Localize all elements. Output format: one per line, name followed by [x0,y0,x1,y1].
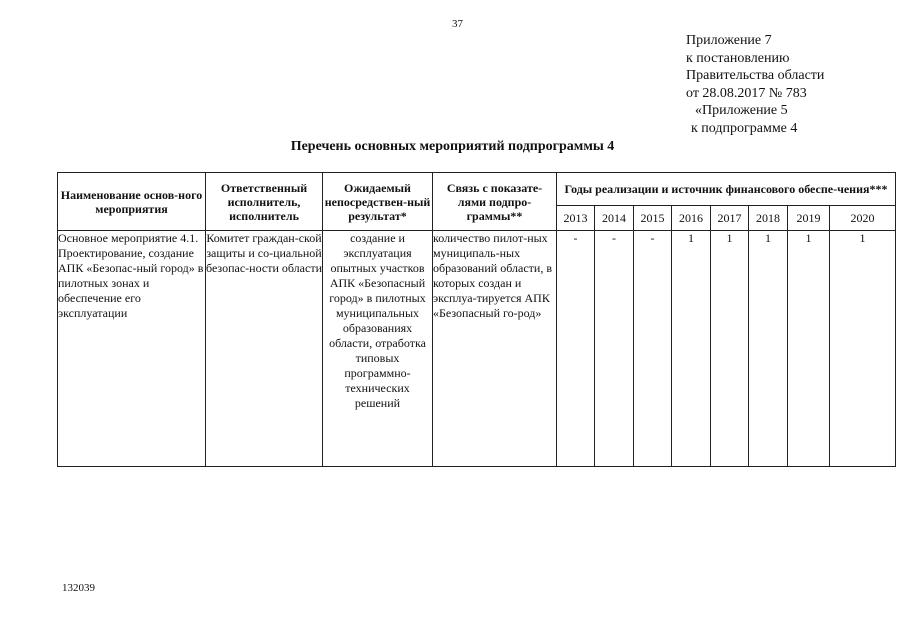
appendix-note [686,32,824,137]
year-header: 2019 [788,206,830,231]
header-executor: Ответственный исполнитель, исполнитель [206,173,323,231]
header-measure-name: Наименование основ-ного мероприятия [58,173,206,231]
year-header: 2017 [711,206,749,231]
year-header: 2014 [595,206,634,231]
cell-year-mark: 1 [830,231,896,467]
year-header: 2016 [672,206,711,231]
cell-year-mark: - [634,231,672,467]
appendix-line-1: Приложение 7 [686,33,772,48]
document-code: 132039 [62,582,95,594]
appendix-line-6: к подпрограмме 4 [691,120,798,136]
year-header: 2018 [749,206,788,231]
cell-measure-name: Основное мероприятие 4.1. Проектирование, создание АПК «Безопас-ный город» в пилотных зонах и обеспечение его эксплуатации [58,231,206,467]
header-indicator-link: Связь с показате-лями подпро-граммы** [433,173,557,231]
appendix-line-3: Правительства области [686,68,825,83]
header-expected-result: Ожидаемый непосредствен-ный результат* [323,173,433,231]
appendix-line-2: к постановлению [686,50,790,66]
cell-year-mark: - [595,231,634,467]
cell-expected-result: создание и эксплуатация опытных участков АПК «Безопасный город» в пилотных муниципальных образованиях области, отработка типовых программно-технических решений [323,231,433,467]
cell-year-mark: 1 [711,231,749,467]
cell-year-mark: - [557,231,595,467]
year-header: 2013 [557,206,595,231]
year-header: 2020 [830,206,896,231]
appendix-line-4: от 28.08.2017 № 783 [686,85,807,101]
cell-indicator-link: количество пилот-ных муниципаль-ных образований области, в которых создан и эксплуа-тируется АПК «Безопасный го-род» [433,231,557,467]
cell-year-mark: 1 [749,231,788,467]
cell-year-mark: 1 [672,231,711,467]
header-years-group: Годы реализации и источник финансового обеспе-чения*** [557,173,896,206]
document-title: Перечень основных мероприятий подпрограммы 4 [290,139,615,154]
page-number: 37 [452,18,463,30]
cell-year-mark: 1 [788,231,830,467]
cell-executor: Комитет граждан-ской защиты и со-циальной безопас-ности области [206,231,323,467]
table-row [58,231,896,467]
appendix-line-5: «Приложение 5 [695,103,788,118]
year-header: 2015 [634,206,672,231]
measures-table [57,172,896,467]
